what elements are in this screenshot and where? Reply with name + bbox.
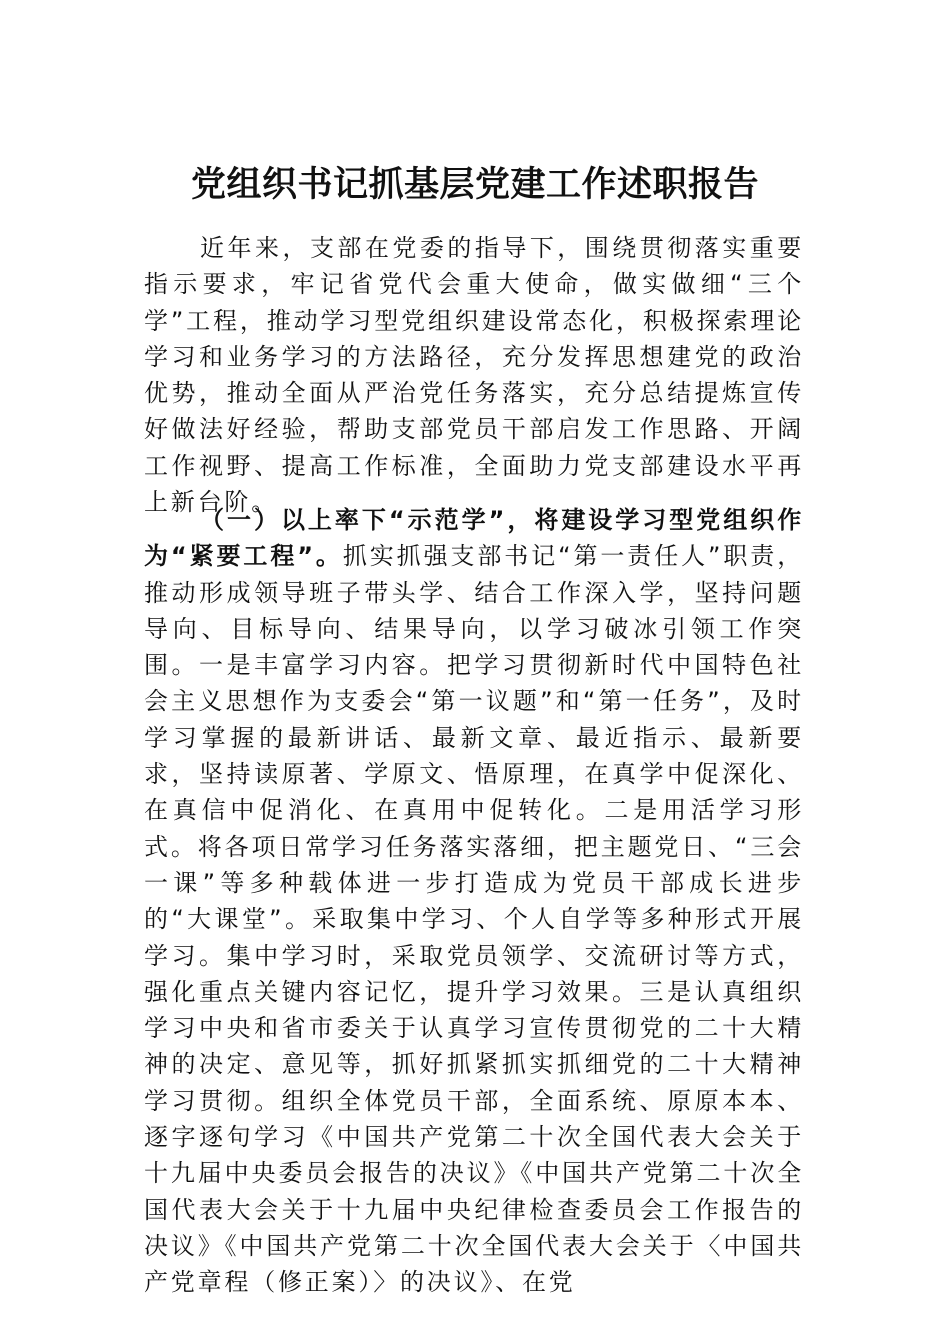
section-1-paragraph [144, 502, 804, 1301]
intro-paragraph: 近年来，支部在党委的指导下，围绕贯彻落实重要指示要求，牢记省党代会重大使命，做实做细“三个学”工程，推动学习型党组织建设常态化，积极探索理论学习和业务学习的方法路径，充分发挥思想建党的政治优势，推动全面从严治党任务落实，充分总结提炼宣传好做法好经验，帮助支部党员干部启发工作思路、开阔工作视野、提高工作标准，全面助力党支部建设水平再上新台阶。 [144, 234, 804, 517]
section-1-heading: （一）以上率下“示范学”，将建设学习型党组织作为“紧要工程”。 [144, 506, 804, 571]
document-title: 党组织书记抓基层党建工作述职报告 [190, 164, 759, 205]
section-1-body: 抓实抓强支部书记“第一责任人”职责，推动形成领导班子带头学、结合工作深入学，坚持问题导向、目标导向、结果导向，以学习破冰引领工作突围。一是丰富学习内容。把学习贯彻新时代中国特色社会主义思想作为支委会“第一议题”和“第一任务”，及时学习掌握的最新讲话、最新文章、最近指示、最新要求，坚持读原著、学原文、悟原理，在真学中促深化、在真信中促消化、在真用中促转化。二是用活学习形式。将各项日常学习任务落实落细，把主题党日、“三会一课”等多种载体进一步打造成为党员干部成长进步的“大课堂”。采取集中学习、个人自学等多种形式开展学习。集中学习时，采取党员领学、交流研讨等方式，强化重点关键内容记忆，提升学习效果。三是认真组织学习中央和省市委关于认真学习宣传贯彻党的二十大精神的决定、意见等，抓好抓紧抓实抓细党的二十大精神学习贯彻。组织全体党员干部，全面系统、原原本本、逐字逐句学习《中国共产党第二十次全国代表大会关于十九届中央委员会报告的决议》《中国共产党第二十次全国代表大会关于十九届中央纪律检查委员会工作报告的决议》《中国共产党第二十次全国代表大会关于〈中国共产党章程（修正案）〉的决议》、在党 [144, 542, 804, 1297]
